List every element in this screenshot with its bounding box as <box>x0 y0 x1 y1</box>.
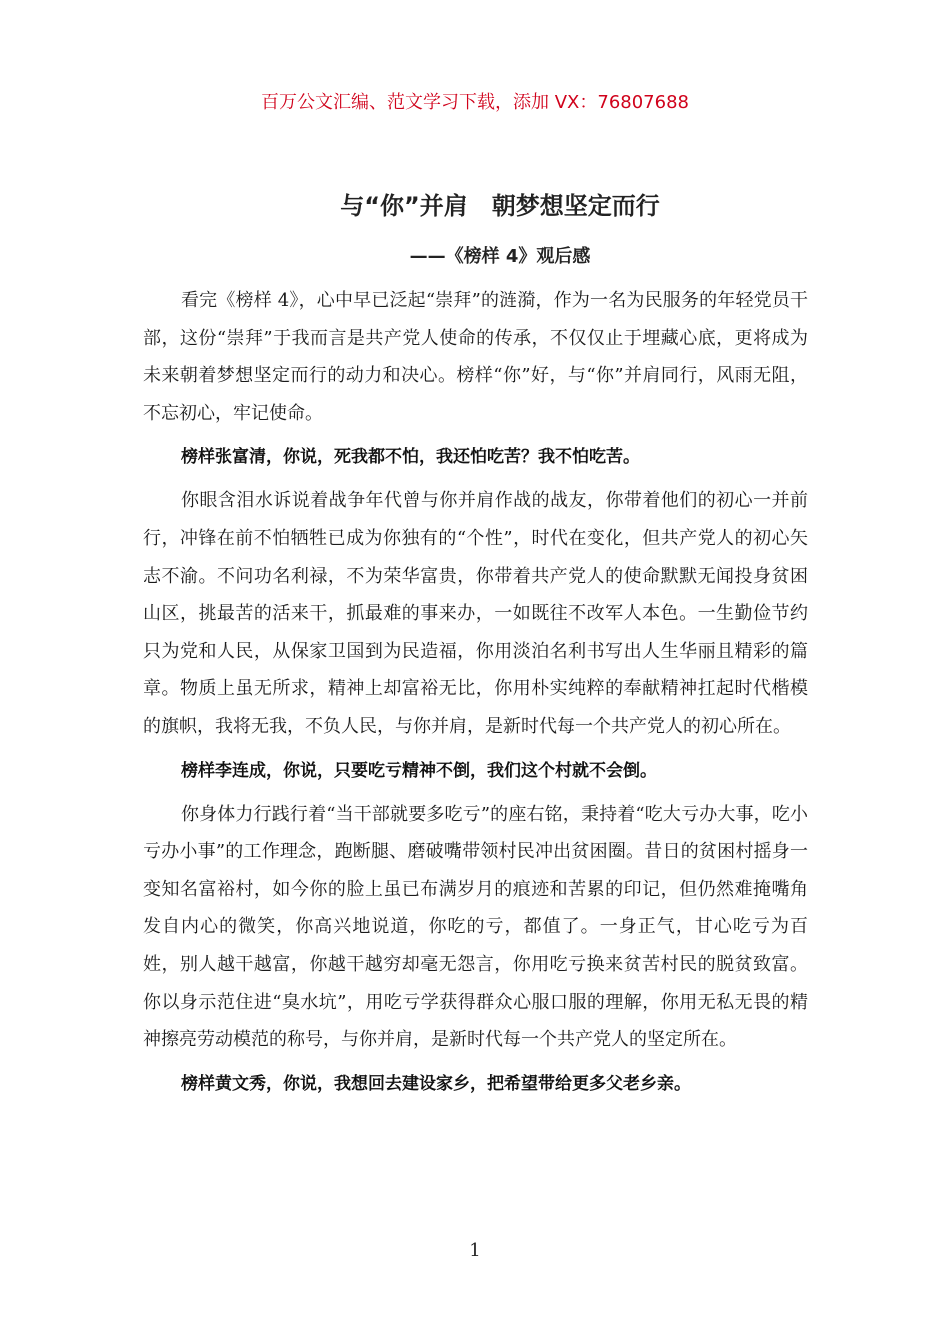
document-body <box>143 282 808 1109</box>
promo-header: 百万公文汇编、范文学习下载，添加 VX：76807688 <box>261 92 689 113</box>
paragraph-intro: 看完《榜样 4》，心中早已泛起“崇拜”的涟漪，作为一名为民服务的年轻党员干部，这份“崇拜”于我而言是共产党人使命的传承，不仅仅止于埋藏心底，更将成为未来朝着梦想坚定而行的动力和决心。榜样“你”好，与“你”并肩同行，风雨无阻，不忘初心，牢记使命。 <box>143 290 808 424</box>
heading-huang-wenxiu: 榜样黄文秀，你说，我想回去建设家乡，把希望带给更多父老乡亲。 <box>181 1073 691 1094</box>
paragraph-li-liancheng: 你身体力行践行着“当干部就要多吃亏”的座右铭，秉持着“吃大亏办大事，吃小亏办小事”的工作理念，跑断腿、磨破嘴带领村民冲出贫困圈。昔日的贫困村摇身一变知名富裕村，如今你的脸上虽已布满岁月的痕迹和苦累的印记，但仍然难掩嘴角发自内心的微笑，你高兴地说道，你吃的亏，都值了。一身正气，甘心吃亏为百姓，别人越干越富，你越干越穷却毫无怨言，你用吃亏换来贫苦村民的脱贫致富。你以身示范住进“臭水坑”，用吃亏学获得群众心服口服的理解，你用无私无畏的精神擦亮劳动模范的称号，与你并肩，是新时代每一个共产党人的坚定所在。 <box>143 803 808 1051</box>
heading-zhang-fuqing: 榜样张富清，你说，死我都不怕，我还怕吃苦？我不怕吃苦。 <box>181 447 640 468</box>
heading-li-liancheng: 榜样李连成，你说，只要吃亏精神不倒，我们这个村就不会倒。 <box>181 760 657 781</box>
paragraph-zhang-fuqing: 你眼含泪水诉说着战争年代曾与你并肩作战的战友，你带着他们的初心一并前行，冲锋在前不怕牺牲已成为你独有的“个性”，时代在变化，但共产党人的初心矢志不渝。不问功名利禄，不为荣华富贵，你带着共产党人的使命默默无闻投身贫困山区，挑最苦的活来干，抓最难的事来办，一如既往不改军人本色。一生勤俭节约只为党和人民，从保家卫国到为民造福，你用淡泊名利书写出人生华丽且精彩的篇章。物质上虽无所求，精神上却富裕无比，你用朴实纯粹的奉献精神扛起时代楷模的旗帜，我将无我，不负人民，与你并肩，是新时代每一个共产党人的初心所在。 <box>143 490 808 737</box>
document-subtitle: ——《榜样 4》观后感 <box>409 246 591 267</box>
document-title: 与“你”并肩 朝梦想坚定而行 <box>340 192 660 220</box>
page-number: 1 <box>469 1240 481 1261</box>
